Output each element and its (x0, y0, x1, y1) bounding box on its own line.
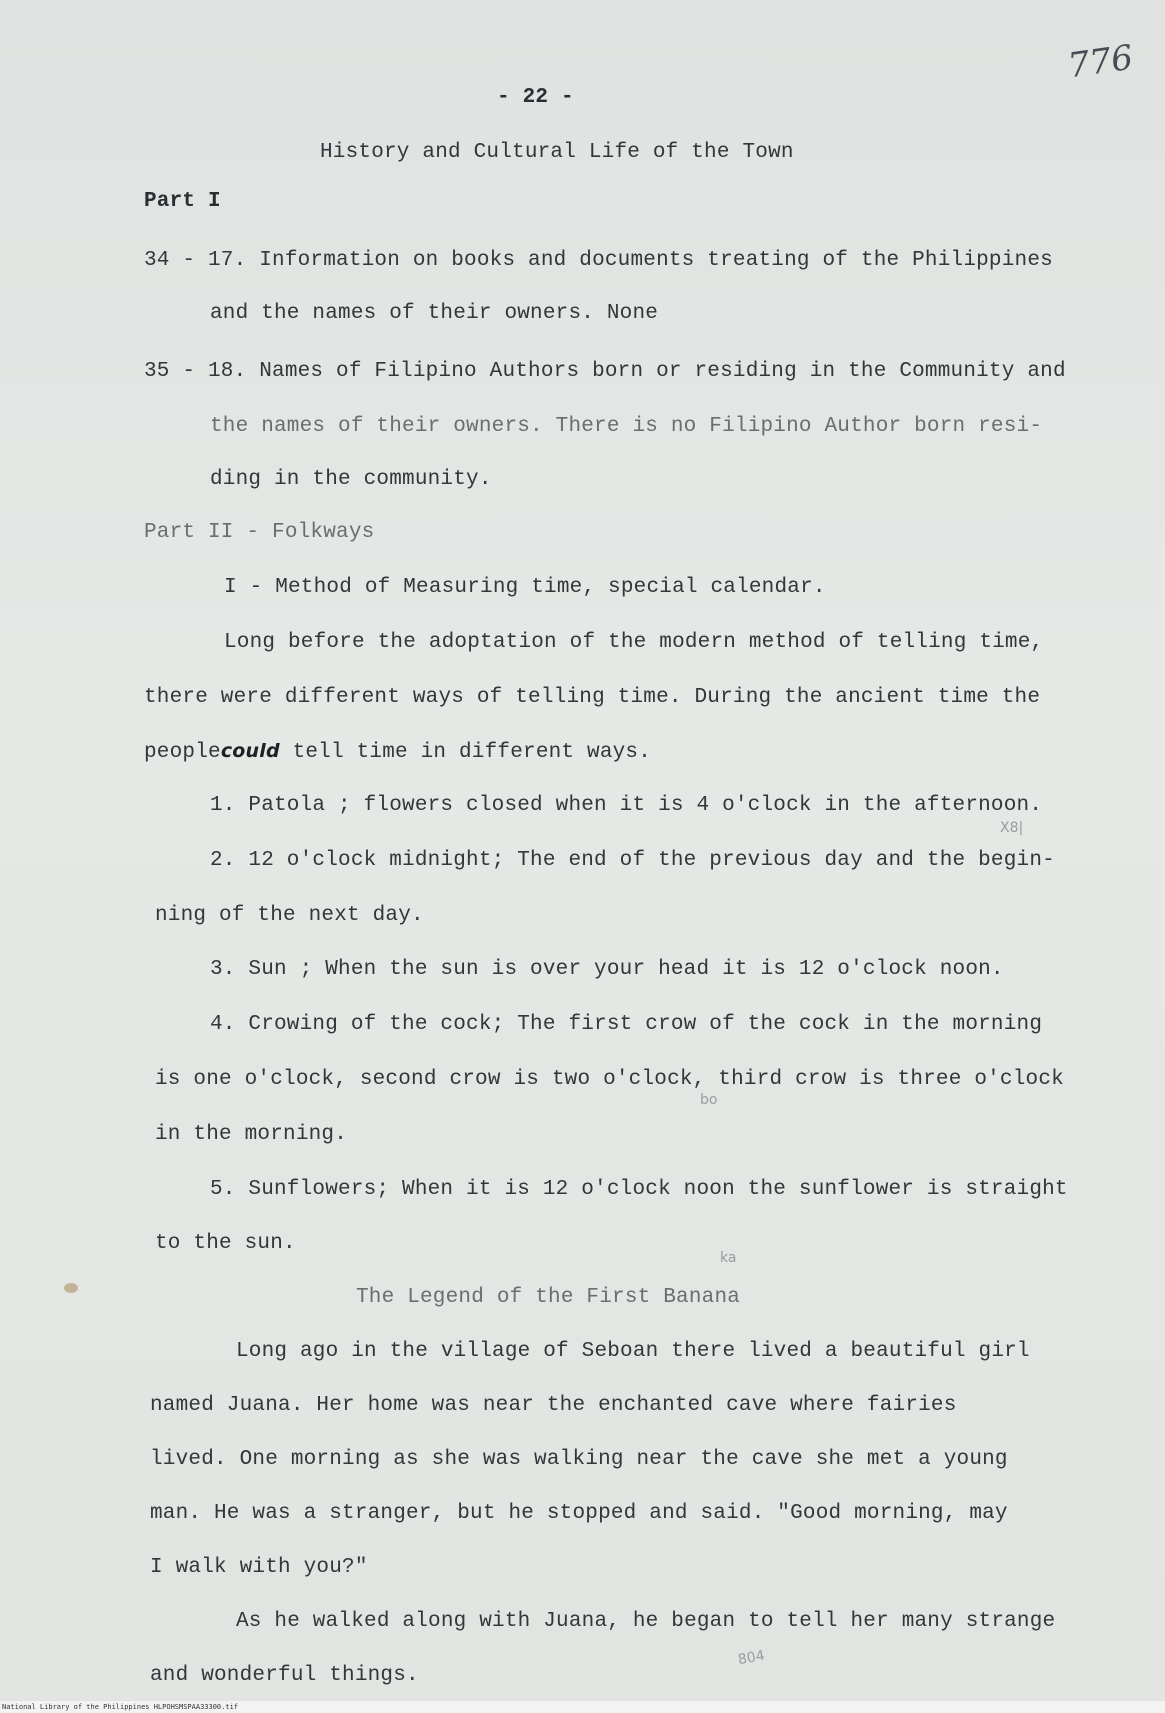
handwritten-page-number: 776 (1065, 37, 1136, 87)
part2-subheading: I - Method of Measuring time, special calendar. (224, 576, 826, 599)
intro-line3-after: tell time in different ways. (279, 741, 652, 764)
pencil-mark: 804 (736, 1647, 766, 1669)
method-item-4a: 4. Crowing of the cock; The first crow of the cock in the morning (210, 1013, 1043, 1036)
pencil-mark: bo (700, 1092, 718, 1108)
intro-line2: there were different ways of telling time. During the ancient time the (144, 686, 1041, 709)
method-item-2a: 2. 12 o'clock midnight; The end of the previous day and the begin- (210, 849, 1055, 872)
legend-line3: lived. One morning as she was walking near the cave she met a young (150, 1448, 1008, 1471)
method-item-1: 1. Patola ; flowers closed when it is 4 o'clock in the afternoon. (210, 794, 1043, 817)
method-item-4b: is one o'clock, second crow is two o'clock, third crow is three o'clock (155, 1068, 1064, 1091)
intro-line3 (144, 740, 651, 764)
item34-line2: and the names of their owners. None (210, 302, 659, 325)
item35-line2: the names of their owners. There is no Filipino Author born resi- (210, 415, 1043, 438)
legend-line6: As he walked along with Juana, he began to tell her many strange (236, 1610, 1056, 1633)
method-item-2b: ning of the next day. (155, 904, 424, 927)
item35-line1: 35 - 18. Names of Filipino Authors born or residing in the Community and (144, 360, 1066, 383)
legend-line2: named Juana. Her home was near the enchanted cave where fairies (150, 1394, 957, 1417)
method-item-5a: 5. Sunflowers; When it is 12 o'clock noon the sunflower is straight (210, 1178, 1068, 1201)
archive-footer: National Library of the Philippines HLPOHSMSPAA33300.tif (0, 1701, 1165, 1713)
legend-line4: man. He was a stranger, but he stopped and said. "Good morning, may (150, 1502, 1008, 1525)
item34-line1: 34 - 17. Information on books and documents treating of the Philippines (144, 249, 1053, 272)
paper-stain (64, 1283, 78, 1293)
legend-line7: and wonderful things. (150, 1664, 419, 1687)
legend-line5: I walk with you?" (150, 1556, 368, 1579)
page-title: History and Cultural Life of the Town (320, 141, 794, 164)
handwritten-insertion: could (220, 740, 280, 762)
pencil-mark: X8| (1000, 820, 1024, 836)
typed-page-number: - 22 - (497, 86, 574, 109)
item35-line3: ding in the community. (210, 468, 492, 491)
part2-heading: Part II - Folkways (144, 521, 375, 544)
pencil-mark: ka (720, 1250, 737, 1266)
method-item-3: 3. Sun ; When the sun is over your head it is 12 o'clock noon. (210, 958, 1004, 981)
intro-line1: Long before the adoptation of the modern method of telling time, (224, 631, 1044, 654)
legend-line1: Long ago in the village of Seboan there lived a beautiful girl (236, 1340, 1030, 1363)
method-item-4c: in the morning. (155, 1123, 348, 1146)
part1-heading: Part I (144, 190, 221, 213)
intro-line3-before: people (144, 741, 221, 764)
method-item-5b: to the sun. (155, 1232, 296, 1255)
legend-title: The Legend of the First Banana (356, 1286, 741, 1309)
